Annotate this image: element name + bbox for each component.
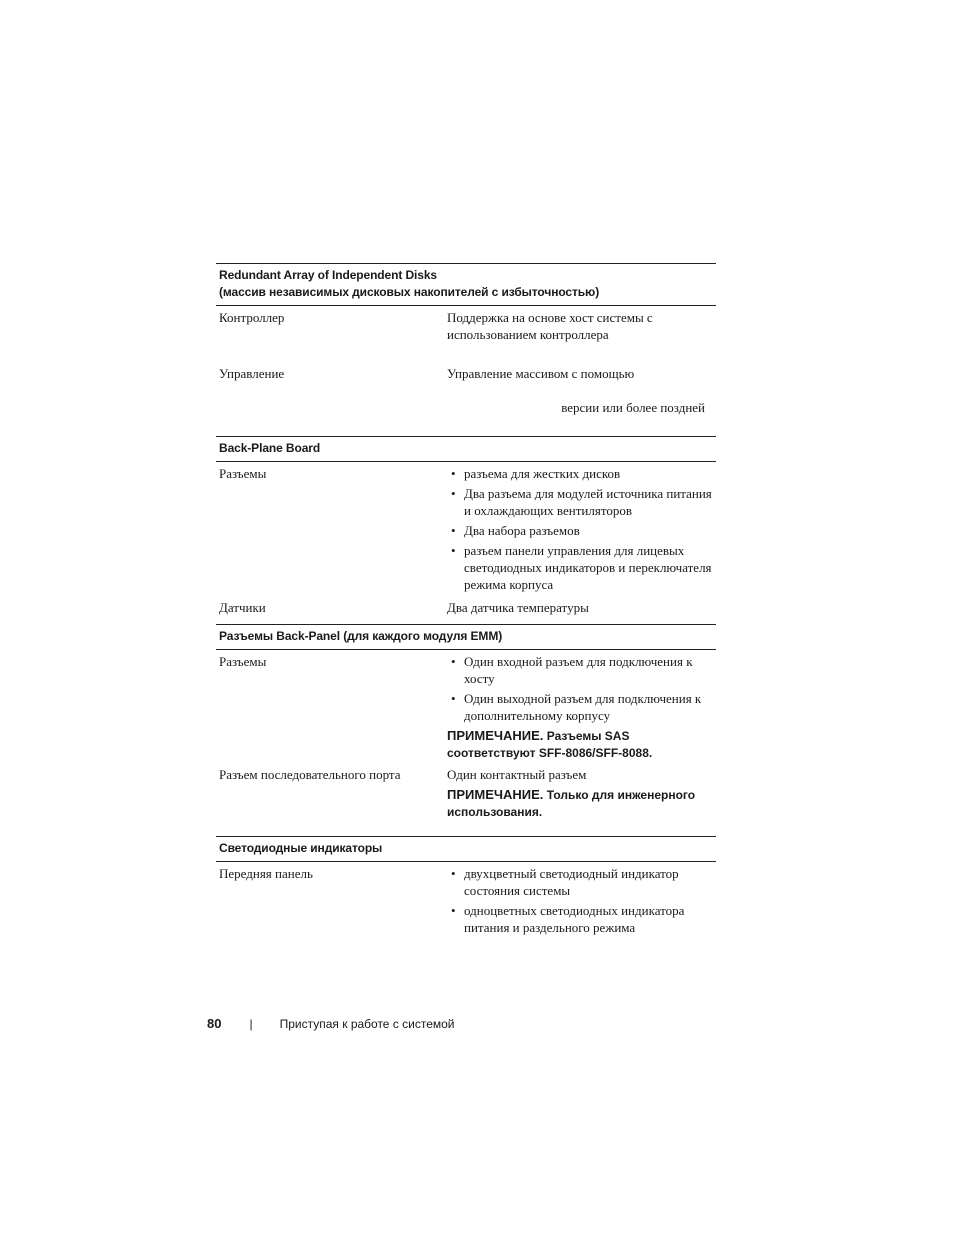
backpanel-section-header — [216, 624, 716, 650]
raid-management-row — [216, 365, 716, 436]
page-number: 80 — [207, 1016, 222, 1031]
row-label: Разъемы — [219, 654, 267, 669]
bullet-list — [447, 865, 716, 936]
serial-port-row — [216, 766, 716, 836]
page-footer — [207, 1015, 455, 1033]
row-value — [447, 465, 716, 599]
note-label: ПРИМЕЧАНИЕ. — [447, 728, 544, 743]
raid-title: Redundant Array of Independent Disks — [219, 268, 437, 282]
leds-title: Светодиодные индикаторы — [219, 841, 383, 855]
row-value — [447, 865, 716, 939]
footer-section-title: Приступая к работе с системой — [279, 1017, 455, 1031]
list-item: • Два набора разъемов — [447, 522, 716, 539]
note-label: ПРИМЕЧАНИЕ. — [447, 787, 544, 802]
row-value: Поддержка на основе хост системы с использованием контроллера — [447, 310, 653, 342]
note-text: Разъемы SAS соответствуют SFF-8086/SFF-8088. — [447, 729, 653, 760]
list-item: • одноцветных светодиодных индикатора питания и раздельного режима — [447, 902, 716, 936]
row-label: Разъем последовательного порта — [219, 767, 401, 782]
list-item: • разъем панели управления для лицевых светодиодных индикаторов и переключателя режима корпуса — [447, 542, 716, 593]
row-label: Датчики — [219, 600, 266, 615]
row-label: Контроллер — [219, 310, 285, 325]
row-value-line: Один контактный разъем — [447, 767, 587, 782]
backplane-section-header — [216, 436, 716, 462]
note — [447, 786, 716, 821]
backpanel-connectors-row — [216, 650, 716, 766]
row-label: Передняя панель — [219, 866, 313, 881]
raid-section-header — [216, 263, 716, 306]
backplane-title: Back-Plane Board — [219, 441, 321, 455]
list-item: • Один входной разъем для подключения к хосту — [447, 653, 716, 687]
row-label: Разъемы — [219, 466, 267, 481]
row-value — [447, 766, 716, 836]
front-panel-row — [216, 862, 716, 939]
list-item: • разъема для жестких дисков — [447, 465, 716, 482]
list-item: • двухцветный светодиодный индикатор состояния системы — [447, 865, 716, 899]
backplane-connectors-row — [216, 462, 716, 599]
row-value: Два датчика температуры — [447, 600, 589, 615]
bullet-list — [447, 465, 716, 593]
note-text: Только для инженерного использования. — [447, 788, 696, 819]
bullet-list — [447, 653, 716, 724]
row-value-line: Управление массивом с помощью — [447, 366, 635, 381]
spec-table — [216, 263, 716, 939]
row-value-line: версии или более поздней — [561, 400, 705, 415]
backpanel-title: Разъемы Back-Panel (для каждого модуля EMM) — [219, 629, 503, 643]
note — [447, 727, 716, 762]
backplane-sensors-row — [216, 599, 716, 624]
list-item: • Два разъема для модулей источника питания и охлаждающих вентиляторов — [447, 485, 716, 519]
row-value — [447, 365, 716, 436]
raid-controller-row — [216, 306, 716, 365]
row-value — [447, 653, 716, 766]
footer-separator: | — [249, 1017, 253, 1031]
list-item: • Один выходной разъем для подключения к дополнительному корпусу — [447, 690, 716, 724]
row-label: Управление — [219, 366, 285, 381]
leds-section-header — [216, 836, 716, 862]
raid-subtitle: (массив независимых дисковых накопителей с избыточностью) — [219, 285, 600, 299]
